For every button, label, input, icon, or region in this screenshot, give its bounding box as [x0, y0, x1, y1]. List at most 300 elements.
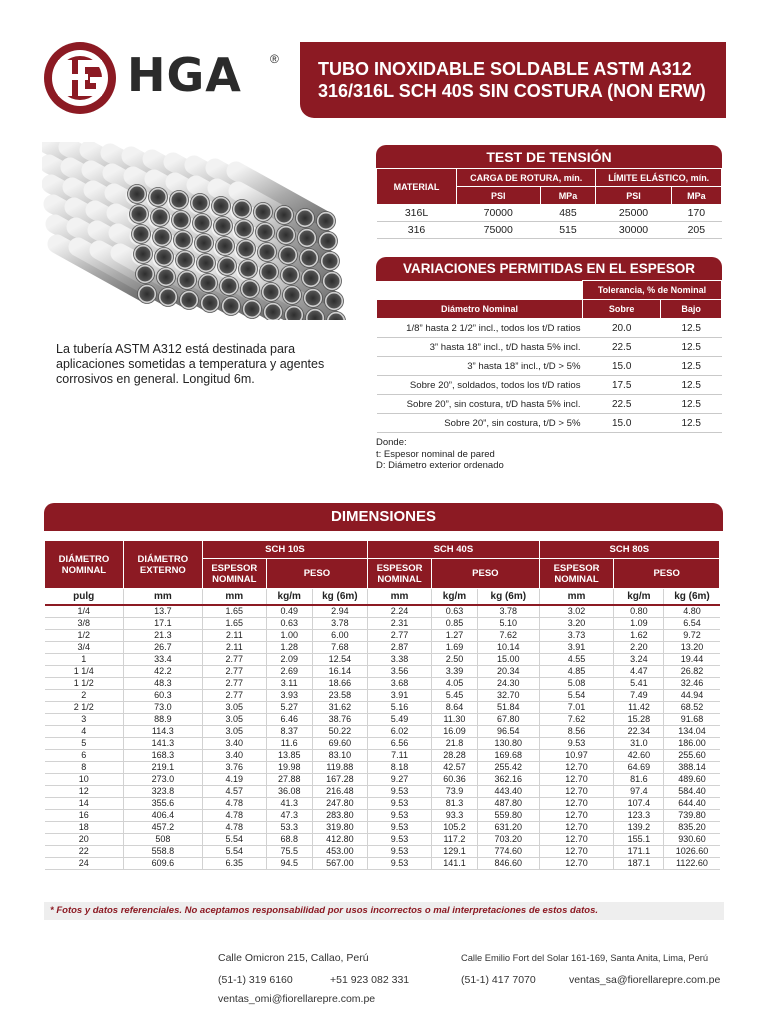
donde-d: D: Diámetro exterior ordenado	[376, 460, 504, 471]
value-cell: 60.3	[123, 689, 202, 701]
value-cell: 3.40	[202, 749, 266, 761]
value-cell: 5.54	[202, 833, 266, 845]
value-cell: 515	[540, 222, 596, 239]
value-cell: 11.6	[266, 737, 312, 749]
value-cell: 3.05	[202, 713, 266, 725]
value-cell: 388.14	[664, 761, 720, 773]
bajo-cell: 12.5	[661, 319, 722, 338]
disclaimer-note: * Fotos y datos referenciales. No aceptamos responsabilidad por usos incorrectos o mal interpretaciones de estos datos.	[44, 902, 724, 920]
value-cell: 0.63	[266, 617, 312, 629]
value-cell: 3.02	[539, 605, 614, 618]
pipe-bore	[151, 190, 166, 205]
value-cell: 3.05	[202, 701, 266, 713]
col-diametro-nominal: Diámetro Nominal	[377, 300, 583, 319]
value-cell: 255.42	[477, 761, 539, 773]
value-cell: 2.87	[368, 641, 432, 653]
value-cell: 70000	[457, 205, 541, 222]
pipes-photo	[42, 142, 348, 320]
value-cell: 3.40	[202, 737, 266, 749]
value-cell: 3.91	[539, 641, 614, 653]
nominal-size-cell: 22	[45, 845, 124, 857]
nominal-size-cell: 3/4	[45, 641, 124, 653]
pipe-bore	[281, 248, 296, 263]
dimensiones-title: DIMENSIONES	[330, 508, 436, 525]
value-cell: 930.60	[664, 833, 720, 845]
value-cell: 3.20	[539, 617, 614, 629]
nominal-size-cell: 20	[45, 833, 124, 845]
dimensiones-header	[44, 503, 723, 531]
value-cell: 4.55	[539, 653, 614, 665]
value-cell: 406.4	[123, 809, 202, 821]
pipe-bore	[243, 282, 258, 297]
table-row	[45, 773, 720, 785]
nominal-size-cell: 3/8	[45, 617, 124, 629]
nominal-size-cell: 1 1/4	[45, 665, 124, 677]
pipe-bore	[203, 296, 218, 311]
value-cell: 9.53	[368, 797, 432, 809]
pipe-bore	[218, 239, 233, 254]
pipe-bore	[237, 222, 252, 237]
value-cell: 216.48	[312, 785, 367, 797]
value-cell: 0.63	[432, 605, 478, 618]
table-row	[45, 737, 720, 749]
value-cell: 169.68	[477, 749, 539, 761]
pipe-bore	[132, 207, 147, 222]
pipe-bore	[224, 299, 239, 314]
value-cell: 9.53	[539, 737, 614, 749]
value-cell: 168.3	[123, 749, 202, 761]
value-cell: 41.3	[266, 797, 312, 809]
tolerance-label-cell: 3” hasta 18” incl., t/D hasta 5% incl.	[377, 338, 583, 357]
pipe-bore	[193, 196, 208, 211]
nominal-size-cell: 4	[45, 725, 124, 737]
table-row	[377, 395, 722, 414]
value-cell: 283.80	[312, 809, 367, 821]
pipe-bore	[176, 233, 191, 248]
nominal-size-cell: 3	[45, 713, 124, 725]
value-cell: 3.78	[477, 605, 539, 618]
value-cell: 5.16	[368, 701, 432, 713]
value-cell: 27.88	[266, 773, 312, 785]
table-row	[45, 629, 720, 641]
pipe-bore	[136, 247, 151, 262]
pipe-bore	[319, 214, 334, 229]
value-cell: 130.80	[477, 737, 539, 749]
value-cell: 2.77	[368, 629, 432, 641]
pipe-bore	[199, 256, 214, 271]
hga-logo-icon	[42, 40, 118, 116]
pipe-bore	[172, 193, 187, 208]
pipe-bore	[214, 199, 229, 214]
value-cell: 23.58	[312, 689, 367, 701]
value-cell: 7.49	[614, 689, 664, 701]
value-cell: 60.36	[432, 773, 478, 785]
table-row	[377, 414, 722, 433]
value-cell: 12.70	[539, 785, 614, 797]
footer-email-callao[interactable]: ventas_omi@fiorellarepre.com.pe	[218, 993, 376, 1005]
tension-table	[376, 168, 722, 239]
col-diametro-nominal: DIÁMETRO NOMINAL	[45, 541, 124, 589]
table-row	[45, 689, 720, 701]
brand-name: HGA	[127, 48, 242, 102]
value-cell: 0.80	[614, 605, 664, 618]
pipe-bore	[327, 294, 342, 309]
sobre-cell: 15.0	[583, 414, 661, 433]
pipe-bore	[323, 254, 338, 269]
pipe-bore	[161, 290, 176, 305]
unit-cell: kg/m	[432, 589, 478, 605]
nominal-size-cell: 24	[45, 857, 124, 869]
value-cell: 25000	[596, 205, 671, 222]
pipe-bore	[180, 273, 195, 288]
donde-t: t: Espesor nominal de pared	[376, 448, 495, 460]
col-limite-elastico: LÍMITE ELÁSTICO, mín.	[596, 169, 722, 187]
value-cell: 18.66	[312, 677, 367, 689]
value-cell: 3.39	[432, 665, 478, 677]
value-cell: 73.9	[432, 785, 478, 797]
value-cell: 846.60	[477, 857, 539, 869]
value-cell: 3.73	[539, 629, 614, 641]
value-cell: 10.97	[539, 749, 614, 761]
col-peso: PESO	[266, 559, 367, 589]
value-cell: 19.98	[266, 761, 312, 773]
product-title-line1: TUBO INOXIDABLE SOLDABLE ASTM A312	[318, 59, 692, 79]
value-cell: 5.54	[202, 845, 266, 857]
value-cell: 6.56	[368, 737, 432, 749]
value-cell: 1.62	[614, 629, 664, 641]
value-cell: 8.18	[368, 761, 432, 773]
value-cell: 5.10	[477, 617, 539, 629]
value-cell: 2.77	[202, 677, 266, 689]
value-cell: 12.70	[539, 809, 614, 821]
unit-cell: pulg	[45, 589, 124, 605]
value-cell: 4.78	[202, 797, 266, 809]
value-cell: 9.27	[368, 773, 432, 785]
table-row	[45, 713, 720, 725]
pipe-bore	[174, 213, 189, 228]
value-cell: 9.53	[368, 785, 432, 797]
pipe-bore	[195, 216, 210, 231]
pipe-bore	[155, 230, 170, 245]
value-cell: 9.53	[368, 833, 432, 845]
nominal-size-cell: 1 1/2	[45, 677, 124, 689]
col-diametro-externo: DIÁMETRO EXTERNO	[123, 541, 202, 589]
value-cell: 2.69	[266, 665, 312, 677]
value-cell: 2.20	[614, 641, 664, 653]
value-cell: 4.19	[202, 773, 266, 785]
value-cell: 5.45	[432, 689, 478, 701]
value-cell: 9.53	[368, 821, 432, 833]
value-cell: 1.69	[432, 641, 478, 653]
col-peso: PESO	[432, 559, 540, 589]
value-cell: 117.2	[432, 833, 478, 845]
value-cell: 69.60	[312, 737, 367, 749]
value-cell: 11.30	[432, 713, 478, 725]
table-row	[45, 857, 720, 869]
unit-cell: mm	[539, 589, 614, 605]
nominal-size-cell: 2	[45, 689, 124, 701]
value-cell: 31.0	[614, 737, 664, 749]
value-cell: 323.8	[123, 785, 202, 797]
unit-cell: mm	[368, 589, 432, 605]
value-cell: 1.09	[614, 617, 664, 629]
value-cell: 487.80	[477, 797, 539, 809]
nominal-size-cell: 8	[45, 761, 124, 773]
value-cell: 4.80	[664, 605, 720, 618]
unit-cell: kg (6m)	[477, 589, 539, 605]
tension-test-title: TEST DE TENSIÓN	[486, 149, 612, 165]
value-cell: 2.77	[202, 665, 266, 677]
unit-cell: mm	[202, 589, 266, 605]
value-cell: 171.1	[614, 845, 664, 857]
value-cell: 0.49	[266, 605, 312, 618]
value-cell: 20.34	[477, 665, 539, 677]
pipe-bore	[182, 293, 197, 308]
value-cell: 5.49	[368, 713, 432, 725]
value-cell: 2.77	[202, 689, 266, 701]
value-cell: 42.60	[614, 749, 664, 761]
unit-psi: PSI	[457, 187, 541, 205]
value-cell: 3.68	[368, 677, 432, 689]
value-cell: 205	[671, 222, 721, 239]
col-sch80: SCH 80S	[539, 541, 719, 559]
value-cell: 30000	[596, 222, 671, 239]
value-cell: 508	[123, 833, 202, 845]
footer-phone-santa-anita[interactable]: (51-1) 417 7070	[461, 974, 536, 986]
material-cell: 316L	[377, 205, 457, 222]
value-cell: 3.78	[312, 617, 367, 629]
value-cell: 457.2	[123, 821, 202, 833]
sobre-cell: 17.5	[583, 376, 661, 395]
value-cell: 255.60	[664, 749, 720, 761]
footer-address-callao: Calle Omicron 215, Callao, Perú	[218, 952, 369, 964]
col-espesor: ESPESOR NOMINAL	[539, 559, 614, 589]
value-cell: 443.40	[477, 785, 539, 797]
unit-cell: kg (6m)	[664, 589, 720, 605]
value-cell: 3.24	[614, 653, 664, 665]
value-cell: 31.62	[312, 701, 367, 713]
value-cell: 26.82	[664, 665, 720, 677]
value-cell: 53.3	[266, 821, 312, 833]
col-bajo: Bajo	[661, 300, 722, 319]
value-cell: 703.20	[477, 833, 539, 845]
footer-mobile-callao[interactable]: +51 923 082 331	[330, 974, 410, 986]
value-cell: 3.56	[368, 665, 432, 677]
value-cell: 835.20	[664, 821, 720, 833]
col-sch40: SCH 40S	[368, 541, 540, 559]
value-cell: 107.4	[614, 797, 664, 809]
value-cell: 273.0	[123, 773, 202, 785]
value-cell: 42.2	[123, 665, 202, 677]
pipe-bore	[222, 279, 237, 294]
value-cell: 12.70	[539, 761, 614, 773]
value-cell: 32.70	[477, 689, 539, 701]
variaciones-table	[376, 280, 722, 433]
value-cell: 134.04	[664, 725, 720, 737]
value-cell: 4.85	[539, 665, 614, 677]
bajo-cell: 12.5	[661, 357, 722, 376]
value-cell: 559.80	[477, 809, 539, 821]
value-cell: 24.30	[477, 677, 539, 689]
nominal-size-cell: 1/2	[45, 629, 124, 641]
value-cell: 38.76	[312, 713, 367, 725]
pipe-bore	[325, 274, 340, 289]
bajo-cell: 12.5	[661, 395, 722, 414]
value-cell: 3.93	[266, 689, 312, 701]
value-cell: 5.08	[539, 677, 614, 689]
value-cell: 609.6	[123, 857, 202, 869]
variaciones-header	[376, 257, 722, 281]
value-cell: 155.1	[614, 833, 664, 845]
value-cell: 48.3	[123, 677, 202, 689]
footer-address-santa-anita: Calle Emilio Fort del Solar 161-169, Santa Anita, Lima, Perú	[461, 953, 709, 963]
value-cell: 75000	[457, 222, 541, 239]
units-row	[45, 589, 720, 605]
value-cell: 558.8	[123, 845, 202, 857]
value-cell: 68.8	[266, 833, 312, 845]
value-cell: 81.3	[432, 797, 478, 809]
table-row	[45, 677, 720, 689]
value-cell: 32.46	[664, 677, 720, 689]
value-cell: 1.65	[202, 605, 266, 618]
pipe-bore	[239, 242, 254, 257]
nominal-size-cell: 18	[45, 821, 124, 833]
value-cell: 13.20	[664, 641, 720, 653]
value-cell: 739.80	[664, 809, 720, 821]
tension-test-header	[376, 145, 722, 169]
value-cell: 50.22	[312, 725, 367, 737]
bajo-cell: 12.5	[661, 414, 722, 433]
pipe-bore	[266, 305, 281, 320]
value-cell: 12.70	[539, 857, 614, 869]
value-cell: 8.37	[266, 725, 312, 737]
value-cell: 4.78	[202, 809, 266, 821]
value-cell: 319.80	[312, 821, 367, 833]
pipe-bore	[285, 288, 300, 303]
pipe-bore	[134, 227, 149, 242]
pipe-bore	[130, 187, 145, 202]
pipe-bore	[256, 205, 271, 220]
value-cell: 567.00	[312, 857, 367, 869]
value-cell: 7.62	[539, 713, 614, 725]
pipe-bore	[306, 291, 321, 306]
value-cell: 28.28	[432, 749, 478, 761]
tolerance-label-cell: 3” hasta 18” incl., t/D > 5%	[377, 357, 583, 376]
pipe-bore	[302, 251, 317, 266]
value-cell: 3.76	[202, 761, 266, 773]
value-cell: 11.42	[614, 701, 664, 713]
table-row	[45, 725, 720, 737]
pipe-bore	[298, 211, 313, 226]
tolerance-label-cell: Sobre 20”, sin costura, t/D hasta 5% incl.	[377, 395, 583, 414]
table-row	[377, 205, 722, 222]
nominal-size-cell: 1	[45, 653, 124, 665]
table-row	[45, 833, 720, 845]
pipe-bore	[201, 276, 216, 291]
pipe-bore	[321, 234, 336, 249]
value-cell: 68.52	[664, 701, 720, 713]
value-cell: 2.31	[368, 617, 432, 629]
pipe-bore	[140, 287, 155, 302]
value-cell: 485	[540, 205, 596, 222]
pipe-bore	[159, 270, 174, 285]
value-cell: 187.1	[614, 857, 664, 869]
value-cell: 105.2	[432, 821, 478, 833]
value-cell: 139.2	[614, 821, 664, 833]
table-row	[45, 785, 720, 797]
value-cell: 3.05	[202, 725, 266, 737]
table-row	[45, 665, 720, 677]
table-row	[45, 749, 720, 761]
value-cell: 355.6	[123, 797, 202, 809]
value-cell: 4.47	[614, 665, 664, 677]
pipe-bore	[258, 225, 273, 240]
pipe-bore	[279, 228, 294, 243]
pipe-bore	[235, 202, 250, 217]
value-cell: 22.34	[614, 725, 664, 737]
table-row	[45, 641, 720, 653]
value-cell: 9.53	[368, 845, 432, 857]
value-cell: 2.94	[312, 605, 367, 618]
nominal-size-cell: 1/4	[45, 605, 124, 618]
bajo-cell: 12.5	[661, 376, 722, 395]
table-row	[377, 338, 722, 357]
value-cell: 247.80	[312, 797, 367, 809]
value-cell: 2.50	[432, 653, 478, 665]
nominal-size-cell: 2 1/2	[45, 701, 124, 713]
table-row	[377, 357, 722, 376]
value-cell: 8.56	[539, 725, 614, 737]
pipe-bore	[304, 271, 319, 286]
unit-cell: kg/m	[614, 589, 664, 605]
value-cell: 13.7	[123, 605, 202, 618]
dimensiones-table	[44, 540, 720, 870]
value-cell: 91.68	[664, 713, 720, 725]
pipe-bore	[153, 210, 168, 225]
pipe-bore	[220, 259, 235, 274]
unit-psi: PSI	[596, 187, 671, 205]
pipe-bore	[260, 245, 275, 260]
pipe-bore	[138, 267, 153, 282]
value-cell: 3.38	[368, 653, 432, 665]
product-title-line2: 316/316L SCH 40S SIN COSTURA (NON ERW)	[318, 81, 706, 101]
table-row	[45, 821, 720, 833]
nominal-size-cell: 10	[45, 773, 124, 785]
sobre-cell: 20.0	[583, 319, 661, 338]
value-cell: 5.27	[266, 701, 312, 713]
value-cell: 1.27	[432, 629, 478, 641]
nominal-size-cell: 5	[45, 737, 124, 749]
footer-phone-callao[interactable]: (51-1) 319 6160	[218, 974, 293, 986]
product-description: La tubería ASTM A312 está destinada para aplicaciones sometidas a temperatura y agentes corrosivos en general. Longitud 6m.	[56, 342, 325, 386]
value-cell: 3.11	[266, 677, 312, 689]
value-cell: 584.40	[664, 785, 720, 797]
value-cell: 1.28	[266, 641, 312, 653]
pipe-bore	[197, 236, 212, 251]
footer-email-santa-anita[interactable]: ventas_sa@fiorellarepre.com.pe	[569, 974, 721, 986]
value-cell: 170	[671, 205, 721, 222]
value-cell: 12.70	[539, 797, 614, 809]
col-tolerancia: Tolerancia, % de Nominal	[583, 281, 722, 300]
blank-header	[377, 281, 583, 300]
value-cell: 9.53	[368, 857, 432, 869]
value-cell: 12.70	[539, 845, 614, 857]
pipe-bore	[262, 265, 277, 280]
value-cell: 5.41	[614, 677, 664, 689]
value-cell: 0.85	[432, 617, 478, 629]
value-cell: 16.09	[432, 725, 478, 737]
value-cell: 2.11	[202, 629, 266, 641]
